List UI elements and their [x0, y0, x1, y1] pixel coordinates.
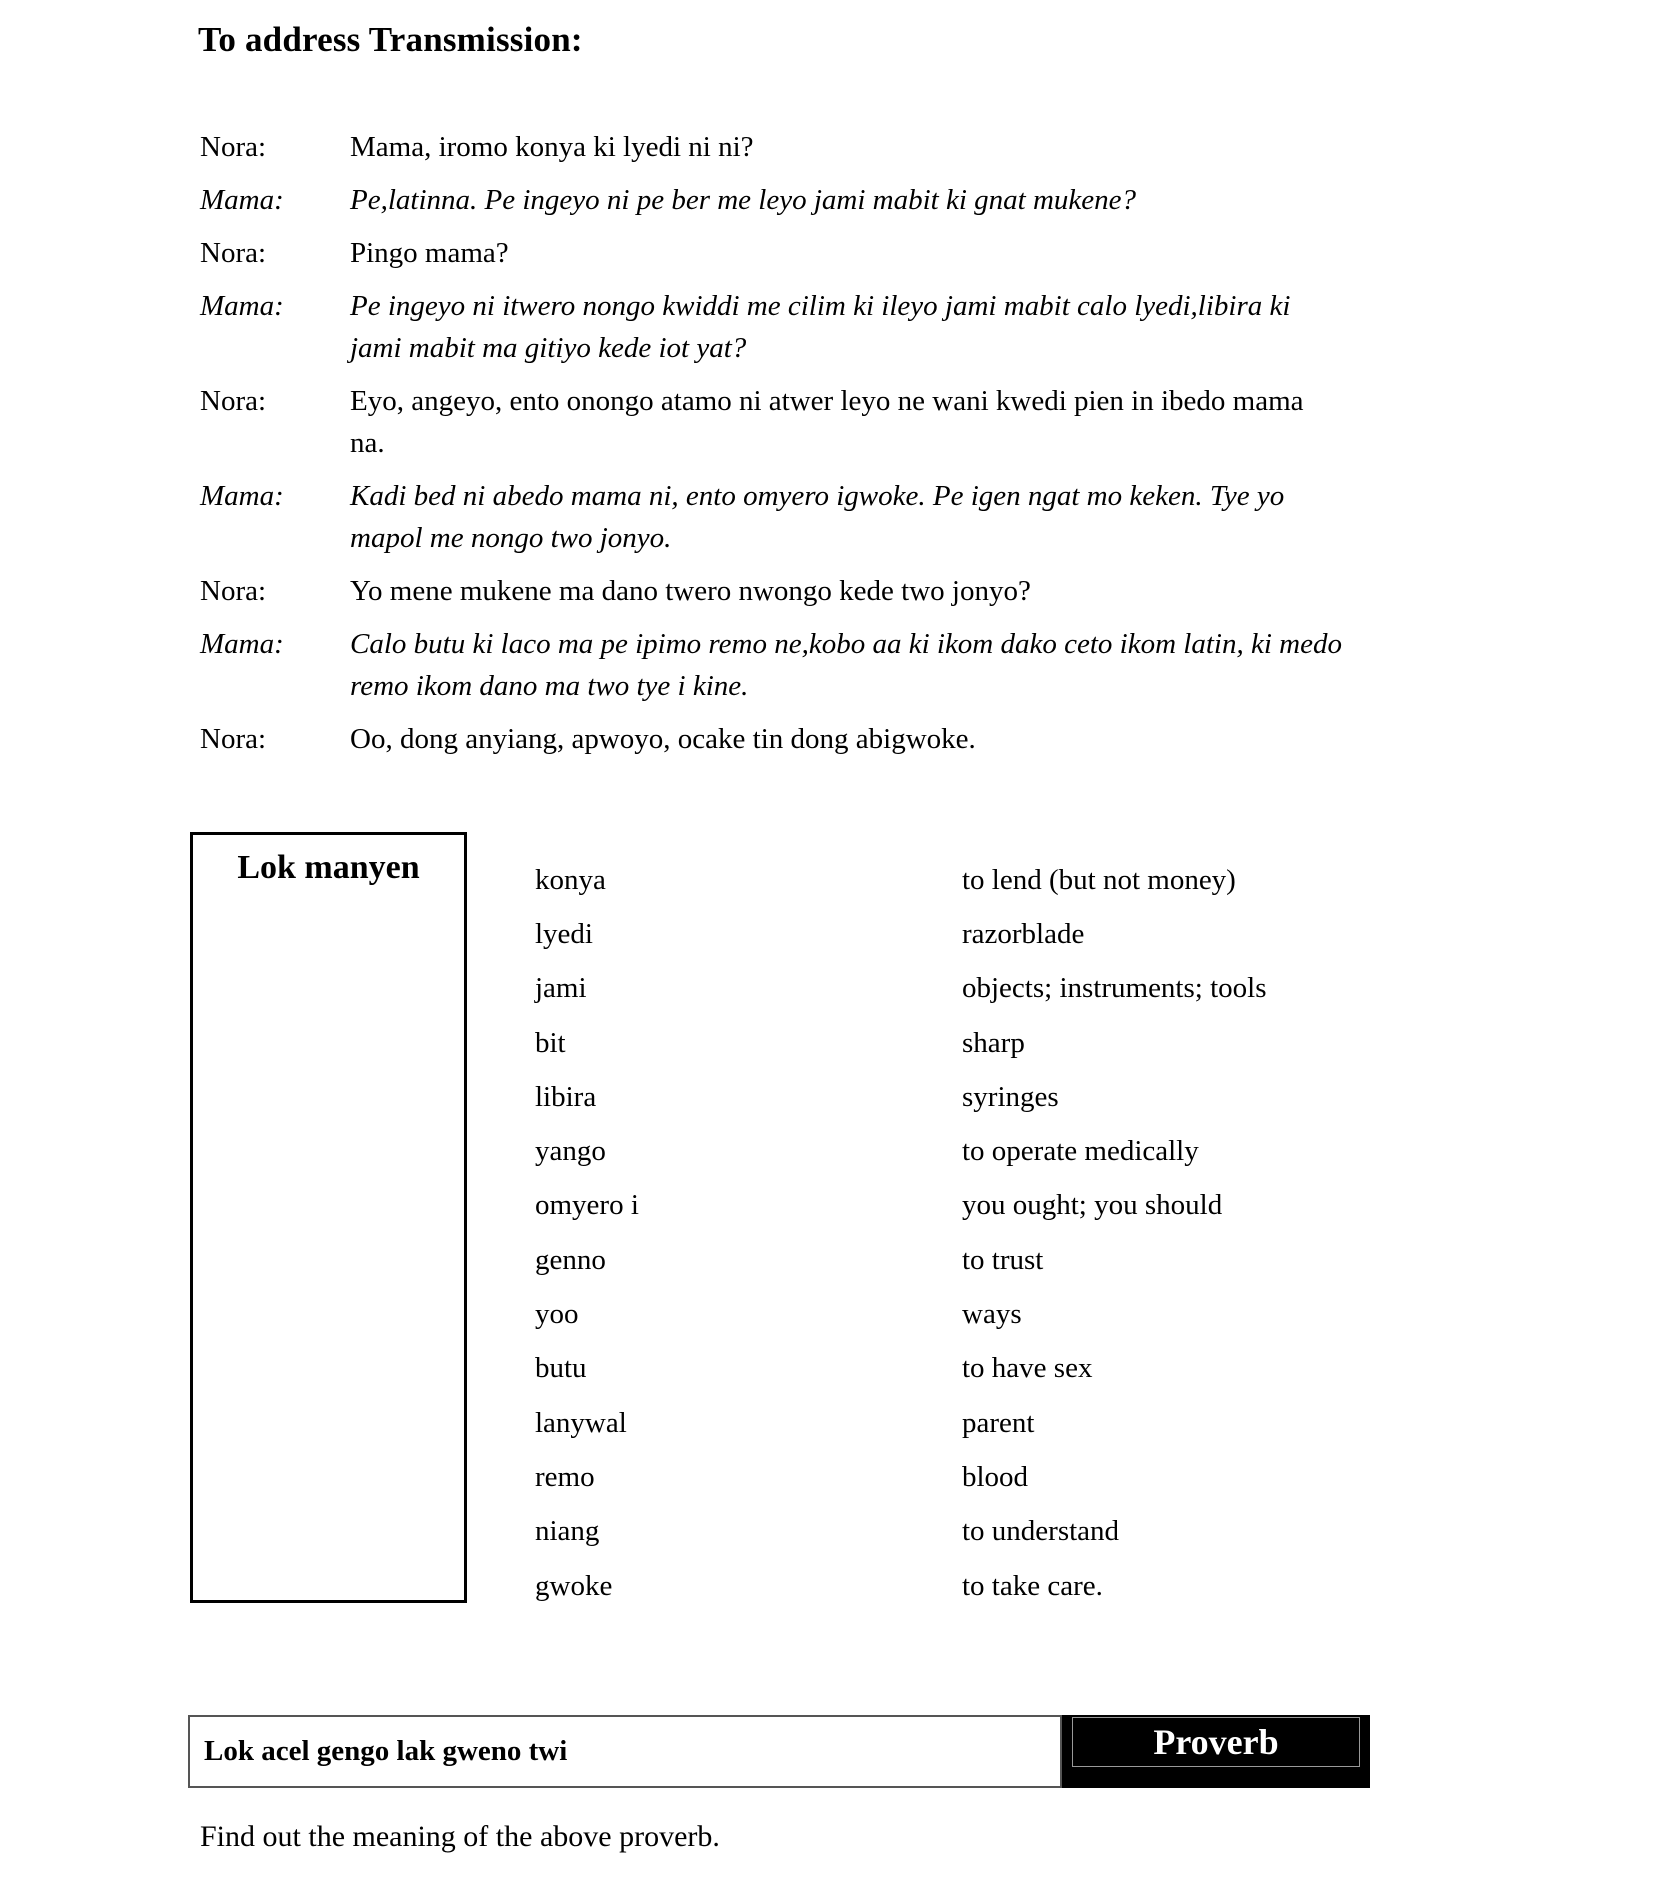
dialogue-row [200, 570, 1540, 612]
vocab-row [535, 1287, 1435, 1341]
dialogue-line: jami mabit ma gitiyo kede iot yat? [350, 332, 747, 364]
vocab-term: lyedi [535, 917, 593, 950]
vocab-row [535, 907, 1435, 961]
vocab-row [535, 1505, 1435, 1559]
vocab-box [190, 832, 467, 1603]
vocab-box-title: Lok manyen [237, 849, 420, 886]
vocab-definition: syringes [962, 1080, 1059, 1113]
dialogue-line: Eyo, angeyo, ento onongo atamo ni atwer leyo ne wani kwedi pien in ibedo mama [350, 385, 1304, 417]
dialogue-row [200, 623, 1540, 707]
vocab-row [535, 1559, 1435, 1613]
instruction-text: Find out the meaning of the above proverb. [200, 1820, 720, 1853]
dialogue-lines [350, 623, 1540, 707]
dialogue-lines [350, 126, 1540, 168]
dialogue [200, 126, 1540, 771]
vocab-term: omyero i [535, 1189, 639, 1222]
speaker-label: Mama: [200, 628, 284, 660]
dialogue-row [200, 380, 1540, 464]
dialogue-line: Pe,latinna. Pe ingeyo ni pe ber me leyo jami mabit ki gnat mukene? [350, 184, 1137, 216]
vocab-term: konya [535, 863, 606, 896]
dialogue-row [200, 475, 1540, 559]
vocab-term: genno [535, 1243, 606, 1276]
dialogue-lines [350, 380, 1540, 464]
vocab-row [535, 1450, 1435, 1504]
vocab-definition: razorblade [962, 917, 1085, 950]
vocab-term: jami [535, 972, 587, 1005]
vocab-list [535, 853, 1435, 1613]
vocab-term: lanywal [535, 1406, 627, 1439]
speaker-label: Mama: [200, 290, 284, 322]
vocab-row [535, 1070, 1435, 1124]
vocab-definition: sharp [962, 1026, 1025, 1059]
speaker-label: Nora: [200, 575, 267, 607]
dialogue-lines [350, 232, 1540, 274]
vocab-definition: to understand [962, 1515, 1120, 1548]
dialogue-row [200, 126, 1540, 168]
page-title: To address Transmission: [198, 20, 583, 59]
vocab-definition: ways [962, 1298, 1022, 1331]
vocab-definition: to have sex [962, 1352, 1093, 1385]
vocab-definition: blood [962, 1460, 1029, 1493]
vocab-row [535, 853, 1435, 907]
dialogue-line: mapol me nongo two jonyo. [350, 522, 672, 554]
dialogue-line: na. [350, 427, 385, 459]
dialogue-line: remo ikom dano ma two tye i kine. [350, 670, 749, 702]
vocab-row [535, 1124, 1435, 1178]
proverb-bar [188, 1715, 1062, 1788]
vocab-definition: you ought; you should [962, 1189, 1223, 1222]
proverb-badge [1062, 1715, 1370, 1788]
dialogue-line: Yo mene mukene ma dano twero nwongo kede two jonyo? [350, 575, 1031, 607]
proverb-text: Lok acel gengo lak gweno twi [204, 1735, 568, 1767]
dialogue-line: Pe ingeyo ni itwero nongo kwiddi me cilim ki ileyo jami mabit calo lyedi,libira ki [350, 290, 1291, 322]
dialogue-line: Oo, dong anyiang, apwoyo, ocake tin dong abigwoke. [350, 723, 976, 755]
vocab-term: gwoke [535, 1569, 613, 1602]
vocab-definition: parent [962, 1406, 1035, 1439]
speaker-label: Nora: [200, 131, 267, 163]
dialogue-line: Mama, iromo konya ki lyedi ni ni? [350, 131, 754, 163]
dialogue-line: Kadi bed ni abedo mama ni, ento omyero igwoke. Pe igen ngat mo keken. Tye yo [350, 480, 1285, 512]
vocab-row [535, 1016, 1435, 1070]
dialogue-lines [350, 475, 1540, 559]
dialogue-lines [350, 570, 1540, 612]
speaker-label: Mama: [200, 480, 284, 512]
vocab-definition: to operate medically [962, 1135, 1199, 1168]
vocab-definition: to lend (but not money) [962, 863, 1236, 896]
vocab-term: niang [535, 1515, 600, 1548]
vocab-term: butu [535, 1352, 587, 1385]
speaker-label: Mama: [200, 184, 284, 216]
vocab-definition: objects; instruments; tools [962, 972, 1267, 1005]
vocab-term: libira [535, 1080, 597, 1113]
dialogue-row [200, 232, 1540, 274]
dialogue-line: Calo butu ki laco ma pe ipimo remo ne,kobo aa ki ikom dako ceto ikom latin, ki medo [350, 628, 1342, 660]
vocab-term: yango [535, 1135, 606, 1168]
dialogue-lines [350, 179, 1540, 221]
dialogue-lines [350, 718, 1540, 760]
speaker-label: Nora: [200, 385, 267, 417]
vocab-definition: to trust [962, 1243, 1044, 1276]
vocab-term: bit [535, 1026, 566, 1059]
dialogue-lines [350, 285, 1540, 369]
vocab-row [535, 962, 1435, 1016]
vocab-definition: to take care. [962, 1569, 1103, 1602]
speaker-label: Nora: [200, 723, 267, 755]
dialogue-line: Pingo mama? [350, 237, 509, 269]
vocab-term: yoo [535, 1298, 579, 1331]
vocab-row [535, 1233, 1435, 1287]
dialogue-row [200, 285, 1540, 369]
dialogue-row [200, 718, 1540, 760]
vocab-row [535, 1179, 1435, 1233]
dialogue-row [200, 179, 1540, 221]
vocab-row [535, 1396, 1435, 1450]
proverb-badge-label: Proverb [1072, 1717, 1360, 1767]
vocab-row [535, 1342, 1435, 1396]
speaker-label: Nora: [200, 237, 267, 269]
vocab-term: remo [535, 1460, 595, 1493]
